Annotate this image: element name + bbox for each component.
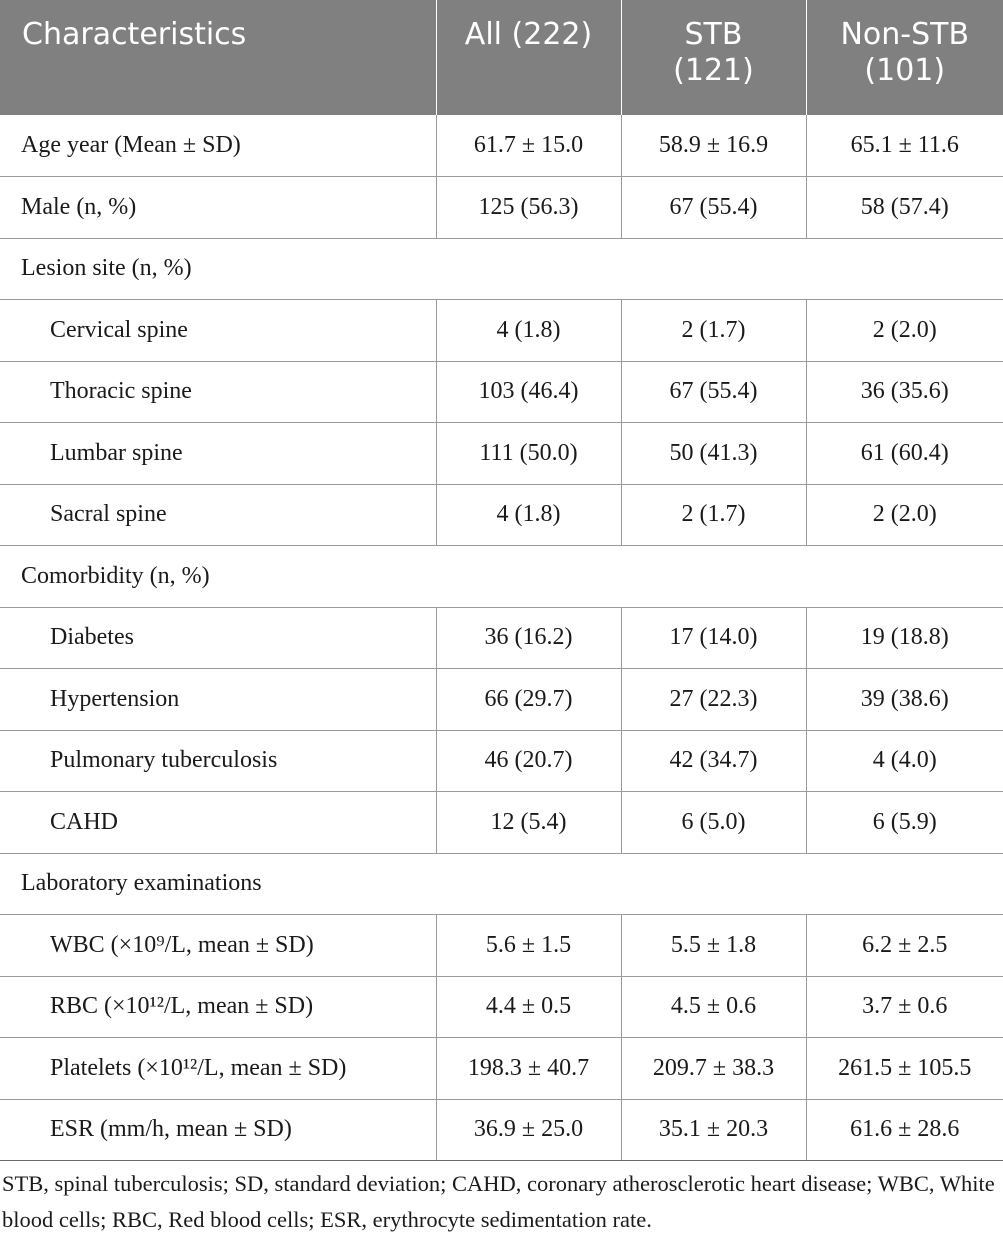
cell-all: 46 (20.7) (436, 730, 621, 792)
row-label: Sacral spine (0, 484, 436, 546)
header-all: All (222) (436, 0, 621, 115)
cell-stb: 2 (1.7) (621, 484, 806, 546)
cell-non-stb: 4 (4.0) (806, 730, 1003, 792)
cell-all: 66 (29.7) (436, 669, 621, 731)
cell-all: 111 (50.0) (436, 423, 621, 485)
cell-non-stb: 58 (57.4) (806, 177, 1003, 239)
table-row (0, 423, 1003, 485)
row-label: Cervical spine (0, 300, 436, 362)
table-row (0, 915, 1003, 977)
table-row (0, 669, 1003, 731)
cell-stb: 6 (5.0) (621, 792, 806, 854)
cell-all: 198.3 ± 40.7 (436, 1038, 621, 1100)
cell-all: 36 (16.2) (436, 607, 621, 669)
cell-non-stb: 36 (35.6) (806, 361, 1003, 423)
table-row (0, 1099, 1003, 1161)
row-label: Pulmonary tuberculosis (0, 730, 436, 792)
table-row (0, 361, 1003, 423)
cell-all: 125 (56.3) (436, 177, 621, 239)
cell-non-stb: 19 (18.8) (806, 607, 1003, 669)
table-footnote: STB, spinal tuberculosis; SD, standard deviation; CAHD, coronary atherosclerotic heart disease; WBC, White blood cells; RBC, Red blood cells; ESR, erythrocyte sedimentation rate. (2, 1171, 995, 1232)
row-label: Thoracic spine (0, 361, 436, 423)
cell-stb: 27 (22.3) (621, 669, 806, 731)
section-label: Comorbidity (n, %) (0, 546, 1003, 608)
cell-non-stb: 3.7 ± 0.6 (806, 976, 1003, 1038)
header-characteristics: Characteristics (22, 17, 247, 52)
table-row (0, 1038, 1003, 1100)
row-label: Platelets (×10¹²/L, mean ± SD) (0, 1038, 436, 1100)
row-label: Diabetes (0, 607, 436, 669)
cell-stb: 58.9 ± 16.9 (621, 115, 806, 177)
row-label: Lumbar spine (0, 423, 436, 485)
cell-non-stb: 6 (5.9) (806, 792, 1003, 854)
row-label: ESR (mm/h, mean ± SD) (0, 1099, 436, 1161)
cell-all: 12 (5.4) (436, 792, 621, 854)
cell-non-stb: 61.6 ± 28.6 (806, 1099, 1003, 1161)
row-label: Male (n, %) (0, 177, 436, 239)
cell-stb: 209.7 ± 38.3 (621, 1038, 806, 1100)
cell-non-stb: 2 (2.0) (806, 300, 1003, 362)
header-non-stb: Non-STB (101) (806, 0, 1003, 115)
row-label: CAHD (0, 792, 436, 854)
section-label: Laboratory examinations (0, 853, 1003, 915)
row-label: RBC (×10¹²/L, mean ± SD) (0, 976, 436, 1038)
table-row (0, 484, 1003, 546)
cell-all: 4 (1.8) (436, 300, 621, 362)
table-row (0, 300, 1003, 362)
cell-stb: 2 (1.7) (621, 300, 806, 362)
cell-stb: 50 (41.3) (621, 423, 806, 485)
table-row (0, 976, 1003, 1038)
table-row (0, 607, 1003, 669)
header-stb: STB (121) (621, 0, 806, 115)
cell-stb: 35.1 ± 20.3 (621, 1099, 806, 1161)
table-row (0, 792, 1003, 854)
cell-all: 103 (46.4) (436, 361, 621, 423)
cell-all: 4.4 ± 0.5 (436, 976, 621, 1038)
cell-all: 36.9 ± 25.0 (436, 1099, 621, 1161)
row-label: WBC (×10⁹/L, mean ± SD) (0, 915, 436, 977)
table-header-row (0, 0, 1003, 115)
cell-all: 4 (1.8) (436, 484, 621, 546)
table-row (0, 115, 1003, 177)
row-label: Age year (Mean ± SD) (0, 115, 436, 177)
cell-non-stb: 61 (60.4) (806, 423, 1003, 485)
cell-all: 61.7 ± 15.0 (436, 115, 621, 177)
section-label: Lesion site (n, %) (0, 238, 1003, 300)
cell-non-stb: 6.2 ± 2.5 (806, 915, 1003, 977)
section-row (0, 546, 1003, 608)
cell-stb: 67 (55.4) (621, 361, 806, 423)
row-label: Hypertension (0, 669, 436, 731)
cell-stb: 4.5 ± 0.6 (621, 976, 806, 1038)
cell-stb: 5.5 ± 1.8 (621, 915, 806, 977)
section-row (0, 238, 1003, 300)
table-body (0, 115, 1003, 1161)
cell-stb: 67 (55.4) (621, 177, 806, 239)
cell-non-stb: 39 (38.6) (806, 669, 1003, 731)
cell-all: 5.6 ± 1.5 (436, 915, 621, 977)
cell-non-stb: 65.1 ± 11.6 (806, 115, 1003, 177)
cell-non-stb: 261.5 ± 105.5 (806, 1038, 1003, 1100)
cell-stb: 17 (14.0) (621, 607, 806, 669)
cell-non-stb: 2 (2.0) (806, 484, 1003, 546)
table-row (0, 730, 1003, 792)
section-row (0, 853, 1003, 915)
table-row (0, 177, 1003, 239)
cell-stb: 42 (34.7) (621, 730, 806, 792)
